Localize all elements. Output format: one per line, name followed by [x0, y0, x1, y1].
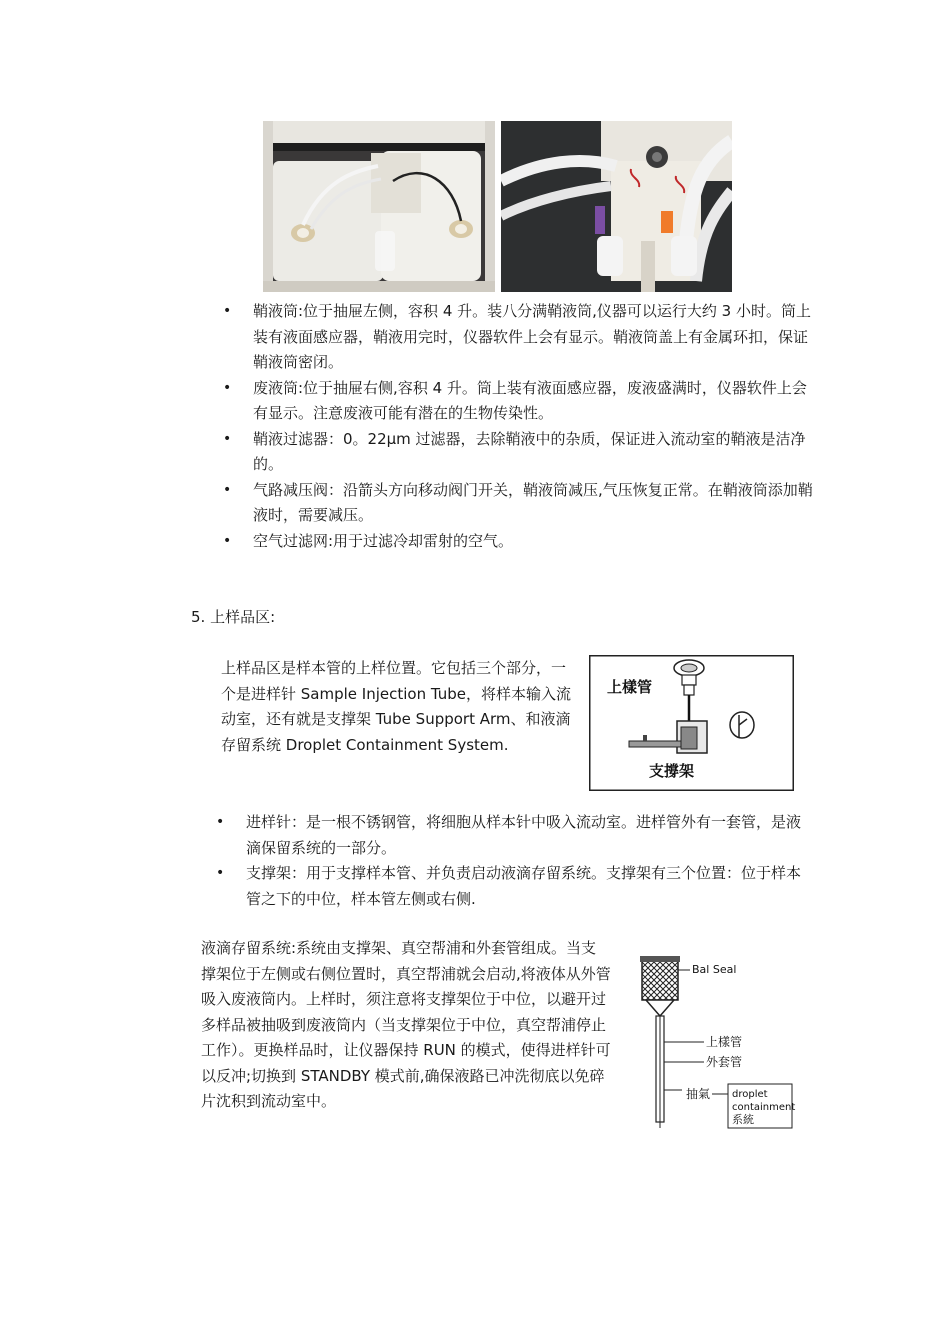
section-heading: 5. 上样品区: [191, 608, 276, 626]
list-item: • 空气过滤网:用于过滤冷却雷射的空气。 [223, 529, 813, 555]
fluidics-tubing-photo [501, 121, 732, 292]
list-item: • 鞘液筒:位于抽屉左侧，容积 4 升。装八分满鞘液筒,仪器可以运行大约 3 小时。筒上装有液面感应器，鞘液用完时，仪器软件上会有显示。鞘液筒盖上有金属环扣，保证鞘液筒密闭。 [223, 299, 813, 376]
suction-label: 抽氣 [686, 1087, 711, 1101]
list-item: • 废液筒:位于抽屉右侧,容积 4 升。筒上装有液面感应器，废液盛满时，仪器软件上会有显示。注意废液可能有潜在的生物传染性。 [223, 376, 813, 427]
list-item: • 气路减压阀：沿箭头方向移动阀门开关，鞘液筒减压,气压恢复正常。在鞘液筒添加鞘液时，需要减压。 [223, 478, 813, 529]
droplet-containment-paragraph: 液滴存留系统:系统由支撑架、真空帮浦和外套管组成。当支撑架位于左侧或右侧位置时，真空帮浦就会启动,将液体从外管吸入废液筒内。上样时，须注意将支撑架位于中位，以避开过多样品被抽吸到废液筒内（当支撑架位于中位，真空帮浦停止工作）。更换样品时，让仪器保持 RUN 的模式，使得进样针可以反冲;切换到 STANDBY 模式前,确保液路已冲洗彻底以免碎片沈积到流动室中。 [201, 939, 611, 1110]
system-label: 系統 [732, 1113, 754, 1126]
sheath-and-waste-tanks-photo [263, 121, 495, 292]
reagent-components-list [223, 299, 813, 554]
list-item: • 鞘液过滤器：0。22μm 过滤器，去除鞘液中的杂质，保证进入流动室的鞘液是洁净的。 [223, 427, 813, 478]
support-arm-label: 支撐架 [649, 762, 695, 780]
containment-label: containment [732, 1102, 796, 1113]
outer-tube-label: 外套管 [706, 1055, 743, 1069]
bal-seal-label: Bal Seal [692, 963, 737, 976]
sample-area-parts-list [216, 810, 806, 912]
intro-paragraph: 上样品区是样本管的上样位置。它包括三个部分，一个是进样针 Sample Injection Tube，将样本输入流动室，还有就是支撑架 Tube Support Arm、和液滴存留系统 Droplet Containment System. [221, 659, 571, 754]
sample-tube-label: 上樣管 [706, 1035, 743, 1049]
droplet-label: droplet [732, 1089, 768, 1100]
support-arm-diagram [589, 655, 794, 791]
sample-tube-label: 上樣管 [607, 678, 653, 696]
list-item: • 进样针：是一根不锈钢管，将细胞从样本针中吸入流动室。进样管外有一套管，是液滴保留系统的一部分。 [216, 810, 806, 861]
list-item: • 支撑架：用于支撑样本管、并负责启动液滴存留系统。支撑架有三个位置：位于样本管之下的中位，样本管左侧或右侧. [216, 861, 806, 912]
droplet-containment-diagram [624, 950, 799, 1132]
